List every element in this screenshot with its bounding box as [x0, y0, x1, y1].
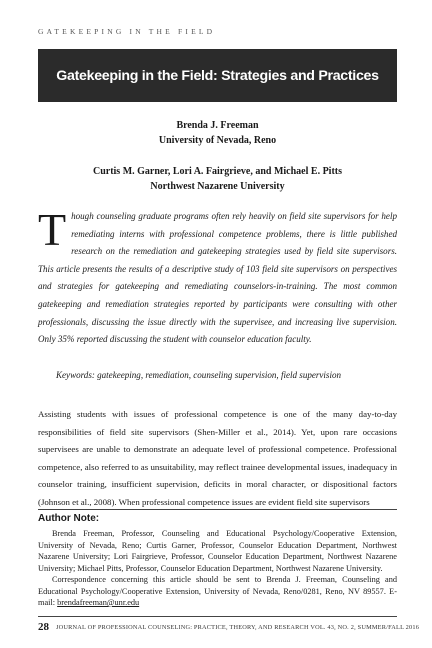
page-number: 28 — [38, 621, 49, 633]
abstract — [38, 204, 397, 349]
correspondence-text: Correspondence concerning this article should be sent to Brenda J. Freeman, Counseling and Educational Psychology/Cooperative Extension, University of Nevada, Reno/0281, Reno, NV 89557. E-mail: — [38, 575, 397, 607]
author-note — [38, 528, 397, 609]
author-name-1: Brenda J. Freeman — [176, 120, 259, 131]
keywords: Keywords: gatekeeping, remediation, counseling supervision, field supervision — [56, 370, 342, 380]
title-banner — [38, 49, 397, 102]
article-title: Gatekeeping in the Field: Strategies and Practices — [56, 67, 379, 84]
author-affiliation-2: Northwest Nazarene University — [150, 181, 285, 192]
email-link[interactable]: brendafreeman@unr.edu — [57, 598, 140, 607]
abstract-text: hough counseling graduate programs often rely heavily on field site supervisors for help remediating interns with professional competence problems, there is little published research on the remediation and gatekeeping strategies used by field site supervisors. This article presents the results of a descriptive study of 103 field site supervisors on perspectives and strategies for gatekeeping and remediating counselors-in-training. The most common gatekeeping and remediation strategies reported by participants were consulting with other professionals, discussing the issue directly with the supervisee, and increasing live supervision. Only 35% reported discussing the student with counselor education faculty. — [38, 211, 397, 345]
footer-rule — [38, 616, 397, 617]
author-note-heading: Author Note: — [38, 513, 100, 524]
author-note-rule — [38, 509, 397, 510]
author-note-correspondence — [38, 574, 397, 609]
running-head: GATEKEEPING IN THE FIELD — [38, 27, 216, 36]
author-note-affiliations: Brenda Freeman, Professor, Counseling and Educational Psychology/Cooperative Extension, University of Nevada, Reno; Curtis Garner, Professor, Counselor Education Department, Northwest Nazarene University; Lori Fairgrieve, Professor, Counselor Education Department, Northwest Nazarene University; Michael Pitts, Professor, Counselor Education Department, Northwest Nazarene University. — [38, 529, 397, 573]
body-paragraph: Assisting students with issues of professional competence is one of the many day-to-day responsibilities of field site supervisors (Shen-Miller et al., 2014). Yet, upon rare occasions supervisees are unable to demonstrate an adequate level of professional competence. Professional competence, also referred to as unsuitability, may reflect trainee developmental issues, inadequacy in counselor training, insufficient supervision, deficits in moral character, or dispositional factors (Johnson et al., 2008). When professional competence issues are evident field site supervisors — [38, 409, 397, 507]
author-name-2: Curtis M. Garner, Lori A. Fairgrieve, and Michael E. Pitts — [92, 166, 343, 177]
journal-footer: JOURNAL OF PROFESSIONAL COUNSELING: PRACTICE, THEORY, AND RESEARCH VOL. 43, NO. 2, SUMMER/FALL 2016 — [56, 624, 420, 631]
author-affiliation-1: University of Nevada, Reno — [158, 135, 277, 146]
drop-cap: T — [38, 204, 67, 255]
